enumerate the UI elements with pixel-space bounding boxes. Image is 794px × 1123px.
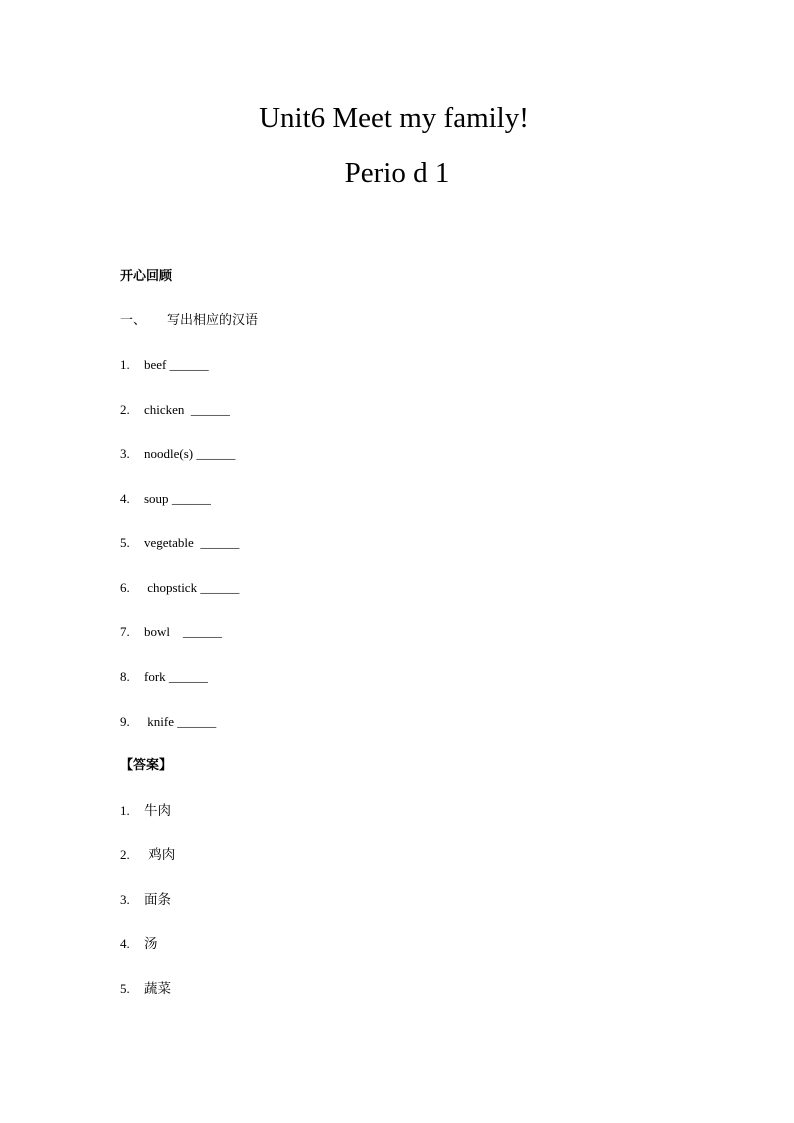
answer-text: 鸡肉 — [144, 847, 176, 863]
vocab-item — [120, 401, 230, 419]
answer-blank: ______ — [193, 446, 236, 461]
answer-text: 面条 — [144, 892, 171, 908]
item-number: 3. — [120, 446, 130, 461]
document-subtitle: Perio d 1 — [344, 157, 450, 189]
item-number: 8. — [120, 669, 130, 684]
item-number: 2. — [120, 402, 130, 417]
vocab-item — [120, 534, 239, 552]
vocab-item — [120, 490, 211, 508]
item-number: 6. — [120, 580, 130, 595]
answer-blank: ______ — [184, 402, 230, 417]
answer-blank: ______ — [165, 669, 208, 684]
vocab-item — [120, 356, 209, 374]
answer-blank: ______ — [168, 491, 211, 506]
question-number: 一、 — [120, 313, 147, 328]
answer-number: 5. — [120, 981, 130, 996]
answer-blank: ______ — [170, 624, 222, 639]
vocab-item — [120, 579, 239, 597]
item-word: bowl — [144, 624, 170, 639]
document-title: Unit6 Meet my family! — [259, 102, 529, 134]
answer-blank: ______ — [197, 580, 240, 595]
vocab-item — [120, 445, 235, 463]
item-number: 5. — [120, 535, 130, 550]
vocab-item — [120, 668, 208, 686]
item-word: beef — [144, 357, 167, 372]
item-word: vegetable — [144, 535, 194, 550]
answer-text: 蔬菜 — [144, 981, 171, 997]
answer-item — [120, 891, 171, 909]
answer-blank: ______ — [173, 714, 217, 729]
item-word: noodle(s) — [144, 446, 194, 461]
answer-item — [120, 846, 175, 864]
item-word: soup — [144, 491, 169, 506]
answer-number: 4. — [120, 936, 130, 951]
section-heading: 开心回顾 — [120, 269, 173, 284]
answer-item — [120, 935, 158, 953]
answer-text: 牛肉 — [144, 803, 171, 819]
question-text: 写出相应的汉语 — [167, 313, 259, 328]
question-heading — [120, 312, 258, 330]
answer-text: 汤 — [144, 936, 158, 952]
item-number: 4. — [120, 491, 130, 506]
answer-heading: 【答案】 — [120, 758, 173, 773]
item-number: 1. — [120, 357, 130, 372]
item-word: chopstick — [144, 580, 198, 595]
item-word: chicken — [144, 402, 185, 417]
item-word: knife — [144, 714, 174, 729]
answer-blank: ______ — [166, 357, 209, 372]
answer-number: 1. — [120, 803, 130, 818]
item-word: fork — [144, 669, 166, 684]
answer-item — [120, 802, 171, 820]
item-number: 9. — [120, 714, 130, 729]
answer-blank: ______ — [193, 535, 240, 550]
answer-item — [120, 980, 171, 998]
vocab-item — [120, 623, 222, 641]
answer-number: 3. — [120, 892, 130, 907]
vocab-item — [120, 713, 216, 731]
answer-number: 2. — [120, 847, 130, 862]
item-number: 7. — [120, 624, 130, 639]
